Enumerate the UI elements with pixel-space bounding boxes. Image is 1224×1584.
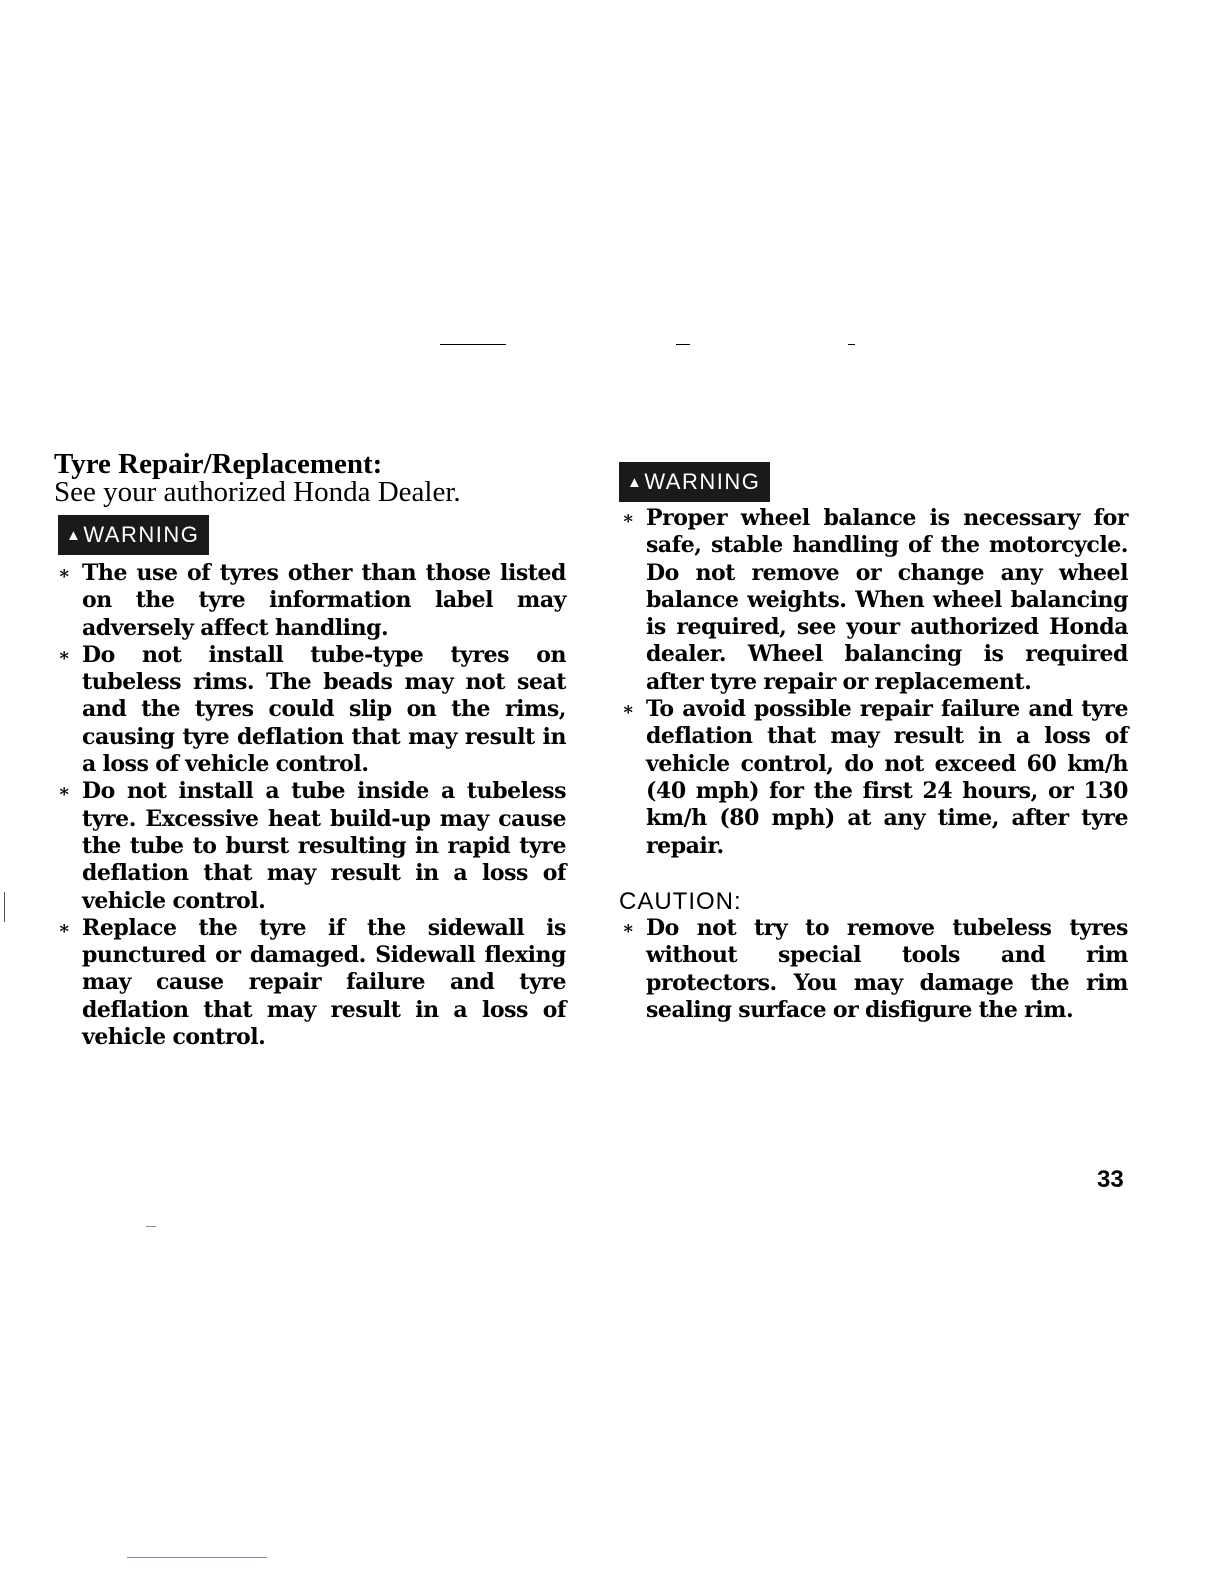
list-item: ∗ Proper wheel balance is necessary for safe, stable handling of the motorcycle. Do not remove or change any wheel balance weights. When wheel balancing is required, see your authorized Honda dealer. Wheel balancing is required after tyre repair or replacement. <box>622 505 1128 695</box>
scan-mark <box>676 344 690 345</box>
scan-mark <box>848 344 855 345</box>
warning-list <box>618 505 1128 860</box>
warning-triangle-icon: ▲ <box>627 474 644 491</box>
asterisk-bullet-icon: ∗ <box>58 644 70 666</box>
warning-list <box>54 560 566 1051</box>
asterisk-bullet-icon: ∗ <box>622 918 634 939</box>
asterisk-bullet-icon: ∗ <box>622 508 634 529</box>
dealer-note: See your authorized Honda Dealer. <box>54 476 461 508</box>
caution-label: CAUTION: <box>619 888 742 915</box>
warning-badge <box>619 462 770 502</box>
list-item: ∗ To avoid possible repair failure and tyre deflation that may result in a loss of vehicle control, do not exceed 60 km/h (40 mph) for the first 24 hours, or 130 km/h (80 mph) at any time, after tyre repair. <box>622 696 1128 859</box>
asterisk-bullet-icon: ∗ <box>58 563 70 584</box>
list-item: ∗ Do not install a tube inside a tubeless tyre. Excessive heat build-up may cause the tube to burst resulting in rapid tyre deflation that may result in a loss of vehicle control. <box>58 778 566 914</box>
scan-mark <box>4 892 5 922</box>
list-item: ∗ Do not install tube-type tyres on tubeless rims. The beads may not seat and the tyres could slip on the rims, causing tyre deflation that may result in a loss of vehicle control. <box>58 641 566 778</box>
asterisk-bullet-icon: ∗ <box>58 917 70 939</box>
list-item: ∗ The use of tyres other than those listed on the tyre information label may adversely affect handling. <box>58 560 566 641</box>
asterisk-bullet-icon: ∗ <box>58 781 70 803</box>
warning-triangle-icon: ▲ <box>66 527 83 544</box>
scan-mark <box>440 344 506 345</box>
list-item: ∗ Do not try to remove tubeless tyres without special tools and rim protectors. You may damage the rim sealing surface or disfigure the rim. <box>622 915 1128 1023</box>
list-item: ∗ Replace the tyre if the sidewall is punctured or damaged. Sidewall flexing may cause repair failure and tyre deflation that may result in a loss of vehicle control. <box>58 914 566 1051</box>
page-number: 33 <box>1097 1166 1124 1193</box>
warning-label: WARNING <box>83 522 200 547</box>
scan-mark <box>146 1226 156 1227</box>
warning-badge <box>58 515 209 555</box>
asterisk-bullet-icon: ∗ <box>622 699 634 721</box>
scan-mark <box>127 1557 267 1558</box>
caution-list <box>618 915 1128 1024</box>
warning-label: WARNING <box>644 469 761 494</box>
section-heading: Tyre Repair/Replacement: <box>54 448 383 480</box>
